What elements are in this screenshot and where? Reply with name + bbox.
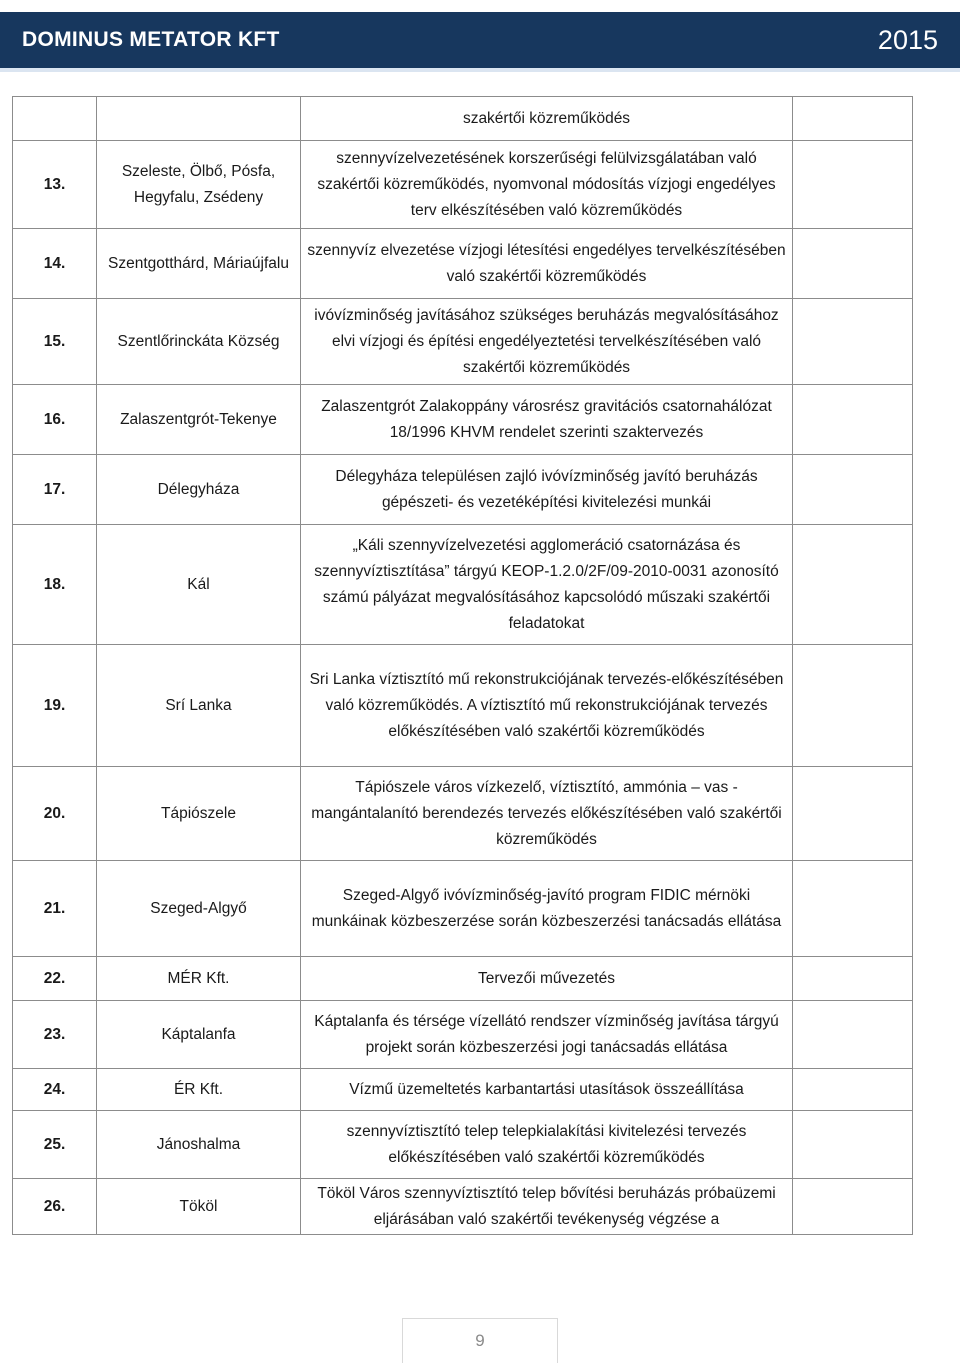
- reference-table: [12, 96, 913, 1235]
- row-activity: Délegyháza településen zajló ivóvízminőség javító beruházás gépészeti- és vezetéképítési kivitelezési munkái: [301, 455, 793, 525]
- table-row: [13, 525, 913, 645]
- row-year: 2013.: [793, 455, 913, 525]
- row-number: 14.: [13, 229, 97, 299]
- page-header: [0, 12, 960, 68]
- row-number: 23.: [13, 1001, 97, 1069]
- row-location: Délegyháza: [97, 455, 301, 525]
- row-year: 2014.: [793, 1111, 913, 1179]
- row-activity: Szeged-Algyő ivóvízminőség-javító program FIDIC mérnöki munkáinak közbeszerzése során közbeszerzési tanácsadás ellátása: [301, 861, 793, 957]
- row-location: ÉR Kft.: [97, 1069, 301, 1111]
- row-number: 26.: [13, 1179, 97, 1235]
- row-location: [97, 97, 301, 141]
- page-number: 9: [402, 1318, 558, 1363]
- table-row: [13, 767, 913, 861]
- row-year: 2012.: [793, 229, 913, 299]
- row-location: Srí Lanka: [97, 645, 301, 767]
- row-activity: Tervezői művezetés: [301, 957, 793, 1001]
- table-row: [13, 1001, 913, 1069]
- table-row: [13, 1179, 913, 1235]
- row-number: 24.: [13, 1069, 97, 1111]
- row-location: Szeged-Algyő: [97, 861, 301, 957]
- row-activity: Káptalanfa és térsége vízellátó rendszer vízminőség javítása tárgyú projekt során közbeszerzési jogi tanácsadás ellátása: [301, 1001, 793, 1069]
- row-year: 2014.: [793, 861, 913, 957]
- company-name: DOMINUS METATOR KFT: [22, 28, 280, 51]
- row-location: Tápiószele: [97, 767, 301, 861]
- row-activity: Vízmű üzemeltetés karbantartási utasítások összeállítása: [301, 1069, 793, 1111]
- row-location: Szeleste, Ölbő, Pósfa, Hegyfalu, Zsédeny: [97, 141, 301, 229]
- table-row: [13, 141, 913, 229]
- row-location: Zalaszentgrót-Tekenye: [97, 385, 301, 455]
- row-number: 19.: [13, 645, 97, 767]
- table-row: [13, 1111, 913, 1179]
- row-year: 2013.: [793, 525, 913, 645]
- table-row: [13, 229, 913, 299]
- row-activity: szakértői közreműködés: [301, 97, 793, 141]
- row-location: Kál: [97, 525, 301, 645]
- row-location: Jánoshalma: [97, 1111, 301, 1179]
- row-year: 2014.: [793, 1069, 913, 1111]
- row-number: 25.: [13, 1111, 97, 1179]
- row-year: 2014.: [793, 957, 913, 1001]
- row-activity: szennyvíztisztító telep telepkialakítási kivitelezési tervezés előkészítésében való szakértői közreműködés: [301, 1111, 793, 1179]
- table-row: [13, 861, 913, 957]
- table-row: [13, 957, 913, 1001]
- row-activity: Tököl Város szennyvíztisztító telep bővítési beruházás próbaüzemi eljárásában való szakértői tevékenység végzése a: [301, 1179, 793, 1235]
- row-activity: szennyvíz elvezetése vízjogi létesítési engedélyes tervelkészítésében való szakértői közreműködés: [301, 229, 793, 299]
- row-activity: szennyvízelvezetésének korszerűségi felülvizsgálatában való szakértői közreműködés, nyomvonal módosítás vízjogi engedélyes terv elkészítésében való közreműködés: [301, 141, 793, 229]
- row-number: 21.: [13, 861, 97, 957]
- row-activity: Sri Lanka víztisztító mű rekonstrukciójának tervezés-előkészítésében való közreműködés. A víztisztító mű rekonstrukciójának tervezés előkészítésében való szakértői közreműködés: [301, 645, 793, 767]
- row-activity: Zalaszentgrót Zalakoppány városrész gravitációs csatornahálózat 18/1996 KHVM rendelet szerinti szaktervezés: [301, 385, 793, 455]
- table-row: [13, 299, 913, 385]
- row-number: 20.: [13, 767, 97, 861]
- row-year: 2013.: [793, 645, 913, 767]
- row-year: 2013.: [793, 767, 913, 861]
- row-activity: ivóvízminőség javításához szükséges beruházás megvalósításához elvi vízjogi és építési engedélyeztetési tervelkészítésében való szakértői közreműködés: [301, 299, 793, 385]
- row-number: [13, 97, 97, 141]
- row-location: Káptalanfa: [97, 1001, 301, 1069]
- row-year: 2013.: [793, 299, 913, 385]
- row-number: 16.: [13, 385, 97, 455]
- table-row-top: [13, 97, 913, 141]
- table-row: [13, 385, 913, 455]
- row-year: 2014.: [793, 1001, 913, 1069]
- row-location: Szentgotthárd, Máriaújfalu: [97, 229, 301, 299]
- row-number: 17.: [13, 455, 97, 525]
- header-year: 2015: [877, 24, 938, 55]
- table-row: [13, 1069, 913, 1111]
- row-activity: „Káli szennyvízelvezetési agglomeráció csatornázása és szennyvíztisztítása” tárgyú KEOP-1.2.0/2F/09-2010-0031 azonosító számú pályázat megvalósításához kapcsolódó műszaki szakértői feladatokat: [301, 525, 793, 645]
- row-number: 13.: [13, 141, 97, 229]
- table-row: [13, 645, 913, 767]
- row-activity: Tápiószele város vízkezelő, víztisztító, ammónia – vas - mangántalanító berendezés tervezés előkészítésében való szakértői közreműködés: [301, 767, 793, 861]
- table-row: [13, 455, 913, 525]
- header-divider: [0, 68, 960, 72]
- row-number: 18.: [13, 525, 97, 645]
- row-year: 2013.: [793, 385, 913, 455]
- row-number: 15.: [13, 299, 97, 385]
- row-location: Tököl: [97, 1179, 301, 1235]
- row-year: 2014.: [793, 1179, 913, 1235]
- row-year: [793, 97, 913, 141]
- row-number: 22.: [13, 957, 97, 1001]
- row-location: MÉR Kft.: [97, 957, 301, 1001]
- row-year: 2012.: [793, 141, 913, 229]
- row-location: Szentlőrinckáta Község: [97, 299, 301, 385]
